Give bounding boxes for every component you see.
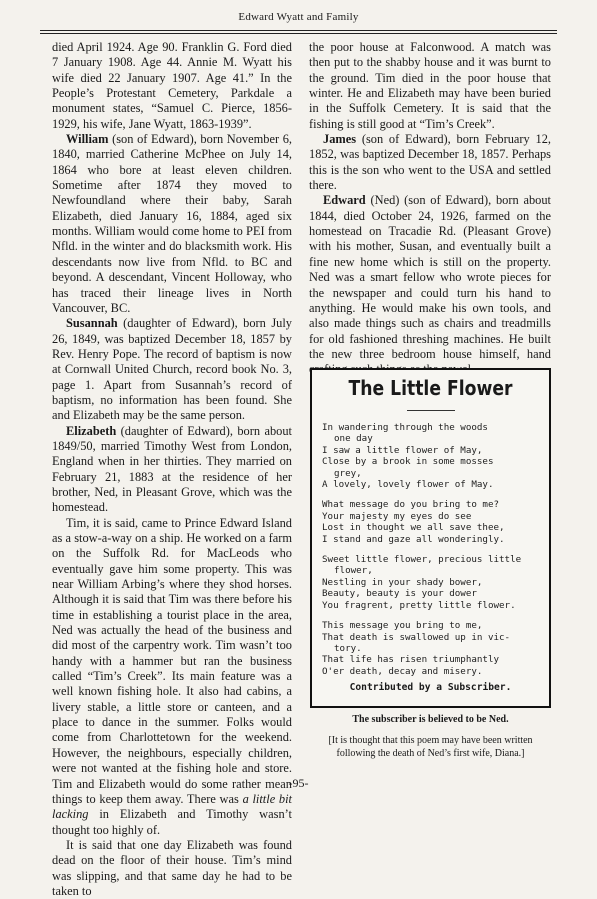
poem-body	[322, 422, 544, 686]
poem-stanza	[322, 422, 544, 490]
paragraph-pierce-family: died April 1924. Age 90. Franklin G. Ford died 7 January 1908. Age 44. Annie M. Wyatt his wife died 22 January 1907. Age 41.” In the People’s Protestant Cemetery, Parkdale a monument states, “Samuel C. Pierce, 1856-1929, his wife, Jane Wyatt, 1863-1939”.	[52, 40, 292, 131]
poem-line: grey,	[334, 467, 362, 479]
poem-title: The Little Flower	[348, 376, 513, 400]
poem-line: one day	[334, 433, 373, 445]
poem-line: I saw a little flower of May,	[322, 444, 483, 456]
left-column	[52, 40, 292, 899]
poem-line: O'er death, decay and misery.	[322, 665, 483, 677]
paragraph-james	[309, 132, 551, 193]
paragraph-edward-ned	[309, 193, 551, 377]
poem-line: Sweet little flower, precious little	[322, 554, 522, 566]
poem-stanza	[322, 620, 544, 677]
poem-stanza	[322, 499, 544, 545]
poem-line: I stand and gaze all wonderingly.	[322, 533, 505, 545]
right-column	[309, 40, 551, 378]
text-italic-phrase: a little bit lacking	[52, 791, 293, 822]
text-tims-creek-end: in Elizabeth and Timothy wasn’t thought too highly of.	[52, 807, 292, 837]
text-william: (son of Edward), born November 6, 1840, married Catherine McPhee on July 14, 1864 who bore at least eleven children. Sometime after 1874 they moved to Newfoundland where their baby, Sarah Elizabeth, died January 16, 1884, aged six months. William would come home to PEI from Nfld. in the winter and do blacksmith work. His descendants now live from Nfld. to BC and beyond. A descendant, Vincent Holloway, who has traced their lineage lives in North Vancouver, BC.	[52, 132, 292, 315]
header-rule-secondary	[40, 33, 557, 34]
text-tims-creek: Tim, it is said, came to Prince Edward Island as a stow-a-way on a ship. He worked on a farm on the Suffolk Rd. for MacLeods who eventually gave him some property. This was near William Arbing’s where they shod horses. Although it is said that Tim was there before his time in establishing a tourist place in the area, Ned was actually the head of the business and did most of the carpentry work. Tim wasn’t too handy with a hammer but ran the business called “Tim’s Creek”. Its main feature was a well known fishing hole. It also had cabins, a livery stable, a little store or canteen, and a place to dance in the summer. Folks would come from Charlottetown for the weekend. However, the neighbours, especially children, were not wanted at the fishing hole and store. Tim and Elizabeth would do some rather mean things to keep them away. There was	[52, 515, 292, 806]
name-james: James	[323, 132, 357, 147]
paragraph-william	[52, 132, 292, 316]
poem-line: tory.	[334, 642, 362, 654]
poem-line: Lost in thought we all save thee,	[322, 522, 505, 534]
text-elizabeth: (daughter of Edward), born about 1849/50, married Timothy West from London, England when in her thirties. They married on February 21, 1883 at the residence of her brother, Ned, in Pleasant Grove, which was the homestead.	[52, 423, 292, 515]
page-number: -95-	[288, 776, 309, 790]
running-header: Edward Wyatt and Family	[238, 11, 359, 23]
text-james: (son of Edward), born February 12, 1852, was baptized December 18, 1857. Perhaps this is the son who went to the USA and settled there.	[309, 132, 551, 193]
poem-line: That life has risen triumphantly	[322, 654, 500, 666]
text-susannah: (daughter of Edward), born July 26, 1849, was baptized December 18, 1857 by Rev. Henry Pope. The record of baptism is now at Cornwall United Church, record book No. 3, page 1. Apart from Susannah’s record of baptism, no information has been found. She and Elizabeth may be the same person.	[52, 316, 292, 423]
paragraph-elizabeth-death: It is said that one day Elizabeth was found dead on the floor of their house. Tim’s mind was slipping, and that same day he had to be taken to	[52, 837, 292, 898]
poem-line: Close by a brook in some mosses	[322, 456, 494, 468]
poem-caption: The subscriber is believed to be Ned.	[352, 714, 509, 725]
text-edward: (Ned) (son of Edward), born about 1844, died October 24, 1926, farmed on the homestead on Tracadie Rd. (Pleasant Grove) with his mother, Susan, and eventually built a fine new home which is still on the property. Ned was a smart fellow who wrote pieces for the newspaper and could turn his hand to anything. He would make his own tools, and also made things such as chairs and treadmills for old fashioned threshing machines. He built the new three bedroom house himself, hand	[309, 193, 551, 361]
poem-title-rule	[407, 410, 455, 411]
paragraph-elizabeth	[52, 424, 292, 516]
poem-line: Nestling in your shady bower,	[322, 576, 483, 588]
poem-clipping	[310, 368, 551, 708]
poem-line: In wandering through the woods	[322, 422, 488, 433]
paragraph-poor-house: the poor house at Falconwood. A match was then put to the shabby house and it was burnt to the ground. Tim died in the poor house that winter. He and Elizabeth may have been buried in the Suffolk Cemetery. It is said that the fishing is still good at “Tim’s Creek”.	[309, 40, 551, 131]
poem-line: What message do you bring to me?	[322, 499, 500, 511]
poem-credit: Contributed by a Subscriber.	[349, 682, 512, 693]
poem-line: Your majesty my eyes do see	[322, 510, 472, 522]
paragraph-susannah	[52, 316, 292, 423]
poem-stanza	[322, 554, 544, 611]
poem-line: You fragrent, pretty little flower.	[322, 599, 516, 611]
header-rule	[40, 30, 557, 31]
poem-line: This message you bring to me,	[322, 620, 483, 632]
name-william: William	[66, 132, 109, 147]
poem-line: A lovely, lovely flower of May.	[322, 479, 494, 491]
poem-line: Beauty, beauty is your dower	[322, 588, 477, 600]
poem-note: [It is thought that this poem may have been written following the death of Ned’s first wife, Diana.]	[328, 735, 533, 759]
name-edward: Edward	[323, 193, 366, 208]
name-elizabeth: Elizabeth	[66, 423, 117, 438]
poem-line: flower,	[334, 565, 373, 577]
name-susannah: Susannah	[66, 316, 118, 331]
poem-line: That death is swallowed up in vic-	[322, 631, 511, 643]
